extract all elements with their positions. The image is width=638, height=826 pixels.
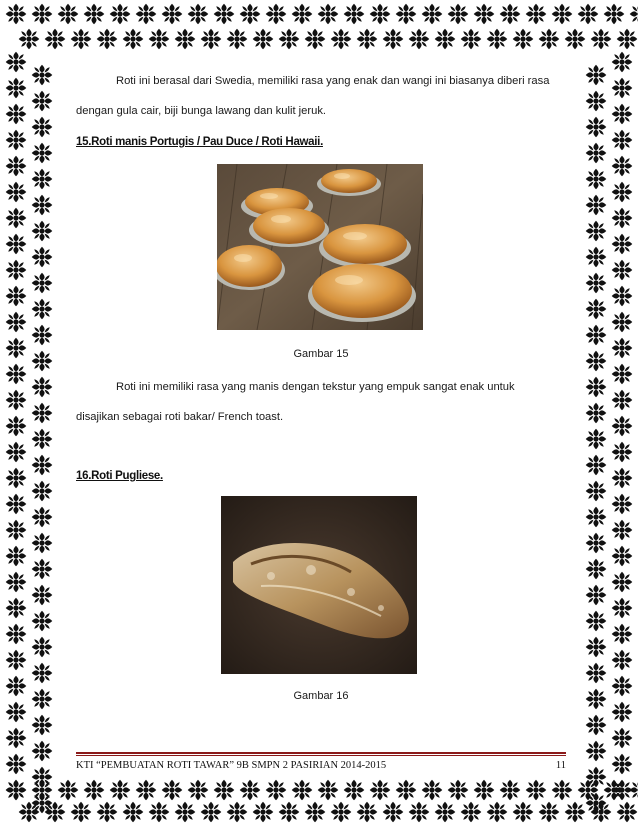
damask-ornament-icon (110, 780, 131, 801)
damask-ornament-icon (6, 598, 27, 619)
damask-ornament-icon (318, 780, 339, 801)
damask-ornament-icon (305, 29, 326, 50)
damask-ornament-icon (552, 780, 573, 801)
border-left (0, 0, 58, 826)
damask-ornament-icon (409, 802, 430, 823)
damask-ornament-icon (84, 4, 105, 25)
damask-ornament-icon (6, 546, 27, 567)
damask-ornament-icon (612, 156, 633, 177)
damask-ornament-icon (32, 221, 53, 242)
damask-ornament-icon (500, 4, 521, 25)
damask-ornament-icon (292, 780, 313, 801)
damask-ornament-icon (409, 29, 430, 50)
heading-roti-pugliese: 16.Roti Pugliese. (76, 470, 163, 482)
damask-ornament-icon (6, 234, 27, 255)
damask-ornament-icon (612, 104, 633, 125)
damask-ornament-icon (612, 442, 633, 463)
damask-ornament-icon (162, 780, 183, 801)
footer-rule (76, 752, 566, 754)
damask-ornament-icon (487, 29, 508, 50)
damask-ornament-icon (586, 221, 607, 242)
damask-ornament-icon (6, 624, 27, 645)
paragraph-swedish-line2: dengan gula cair, biji bunga lawang dan kulit jeruk. (76, 105, 327, 117)
damask-ornament-icon (586, 741, 607, 762)
damask-ornament-icon (344, 4, 365, 25)
damask-ornament-icon (612, 572, 633, 593)
damask-ornament-icon (586, 663, 607, 684)
damask-ornament-icon (552, 4, 573, 25)
damask-ornament-icon (253, 29, 274, 50)
damask-ornament-icon (586, 325, 607, 346)
damask-ornament-icon (149, 29, 170, 50)
damask-ornament-icon (612, 702, 633, 723)
damask-ornament-icon (6, 286, 27, 307)
border-right (582, 0, 638, 826)
damask-ornament-icon (612, 130, 633, 151)
damask-ornament-icon (474, 4, 495, 25)
damask-ornament-icon (612, 286, 633, 307)
damask-ornament-icon (586, 247, 607, 268)
damask-ornament-icon (612, 312, 633, 333)
damask-ornament-icon (435, 29, 456, 50)
damask-ornament-icon (32, 325, 53, 346)
damask-ornament-icon (461, 802, 482, 823)
damask-ornament-icon (32, 273, 53, 294)
damask-ornament-icon (422, 780, 443, 801)
damask-ornament-icon (0, 778, 638, 826)
damask-ornament-icon (435, 802, 456, 823)
damask-ornament-icon (474, 780, 495, 801)
damask-ornament-icon (612, 520, 633, 541)
damask-ornament-icon (357, 802, 378, 823)
damask-ornament-icon (227, 802, 248, 823)
damask-ornament-icon (6, 728, 27, 749)
damask-ornament-icon (586, 299, 607, 320)
damask-ornament-icon (586, 481, 607, 502)
footer-rule-thin (76, 755, 566, 756)
damask-ornament-icon (612, 390, 633, 411)
damask-ornament-icon (6, 312, 27, 333)
damask-ornament-icon (136, 780, 157, 801)
paragraph-portugis-line1: Roti ini memiliki rasa yang manis dengan tekstur yang empuk sangat enak untuk (116, 381, 515, 393)
damask-ornament-icon (612, 754, 633, 775)
damask-ornament-icon (6, 78, 27, 99)
damask-ornament-icon (279, 802, 300, 823)
damask-ornament-icon (586, 585, 607, 606)
damask-ornament-icon (201, 29, 222, 50)
damask-ornament-icon (396, 4, 417, 25)
damask-ornament-icon (331, 29, 352, 50)
caption-gambar-16: Gambar 16 (293, 690, 349, 702)
damask-ornament-icon (6, 260, 27, 281)
damask-ornament-icon (586, 715, 607, 736)
damask-ornament-icon (612, 546, 633, 567)
damask-ornament-icon (612, 598, 633, 619)
damask-ornament-icon (612, 52, 633, 73)
damask-ornament-icon (6, 182, 27, 203)
damask-ornament-icon (383, 29, 404, 50)
damask-ornament-icon (32, 377, 53, 398)
damask-ornament-icon (32, 351, 53, 372)
damask-ornament-icon (586, 767, 607, 788)
damask-ornament-icon (513, 29, 534, 50)
damask-ornament-icon (32, 741, 53, 762)
damask-ornament-icon (586, 377, 607, 398)
damask-ornament-icon (586, 507, 607, 528)
damask-ornament-icon (175, 802, 196, 823)
damask-ornament-icon (370, 780, 391, 801)
damask-ornament-icon (6, 130, 27, 151)
damask-ornament-icon (6, 104, 27, 125)
damask-ornament-icon (612, 182, 633, 203)
damask-ornament-icon (586, 455, 607, 476)
damask-ornament-icon (586, 793, 607, 814)
damask-ornament-icon (188, 4, 209, 25)
damask-ornament-icon (188, 780, 209, 801)
damask-ornament-icon (0, 0, 58, 826)
damask-ornament-icon (32, 689, 53, 710)
damask-ornament-icon (32, 195, 53, 216)
damask-ornament-icon (149, 802, 170, 823)
damask-ornament-icon (344, 780, 365, 801)
damask-ornament-icon (32, 611, 53, 632)
page-number: 11 (555, 760, 566, 771)
damask-ornament-icon (586, 65, 607, 86)
damask-ornament-icon (6, 520, 27, 541)
damask-ornament-icon (612, 416, 633, 437)
damask-ornament-icon (6, 52, 27, 73)
page-content (76, 60, 566, 760)
damask-ornament-icon (32, 455, 53, 476)
damask-ornament-icon (612, 494, 633, 515)
damask-ornament-icon (612, 624, 633, 645)
damask-ornament-icon (32, 793, 53, 814)
damask-ornament-icon (32, 429, 53, 450)
damask-ornament-icon (240, 4, 261, 25)
damask-ornament-icon (110, 4, 131, 25)
damask-ornament-icon (448, 780, 469, 801)
damask-ornament-icon (448, 4, 469, 25)
footer-title: KTI “PEMBUATAN ROTI TAWAR” 9B SMPN 2 PASIRIAN 2014-2015 (76, 760, 387, 771)
damask-ornament-icon (586, 117, 607, 138)
damask-ornament-icon (586, 689, 607, 710)
damask-ornament-icon (586, 273, 607, 294)
damask-ornament-icon (175, 29, 196, 50)
damask-ornament-icon (582, 0, 638, 826)
heading-roti-portugis: 15.Roti manis Portugis / Pau Duce / Roti Hawaii. (76, 136, 323, 148)
damask-ornament-icon (32, 481, 53, 502)
damask-ornament-icon (240, 780, 261, 801)
damask-ornament-icon (279, 29, 300, 50)
damask-ornament-icon (612, 650, 633, 671)
damask-ornament-icon (32, 143, 53, 164)
damask-ornament-icon (32, 403, 53, 424)
damask-ornament-icon (6, 650, 27, 671)
damask-ornament-icon (32, 663, 53, 684)
damask-ornament-icon (318, 4, 339, 25)
damask-ornament-icon (6, 156, 27, 177)
damask-ornament-icon (539, 29, 560, 50)
damask-ornament-icon (84, 780, 105, 801)
damask-ornament-icon (357, 29, 378, 50)
damask-ornament-icon (32, 559, 53, 580)
damask-ornament-icon (201, 802, 222, 823)
damask-ornament-icon (123, 802, 144, 823)
damask-ornament-icon (292, 4, 313, 25)
damask-ornament-icon (612, 676, 633, 697)
paragraph-swedish-line1: Roti ini berasal dari Swedia, memiliki rasa yang enak dan wangi ini biasanya diberi rasa (116, 75, 550, 87)
border-bottom (0, 778, 638, 826)
damask-ornament-icon (539, 802, 560, 823)
damask-ornament-icon (32, 247, 53, 268)
damask-ornament-icon (58, 780, 79, 801)
damask-ornament-icon (305, 802, 326, 823)
damask-ornament-icon (6, 416, 27, 437)
damask-ornament-icon (32, 117, 53, 138)
damask-ornament-icon (6, 390, 27, 411)
damask-ornament-icon (526, 780, 547, 801)
damask-ornament-icon (586, 403, 607, 424)
damask-ornament-icon (266, 4, 287, 25)
damask-ornament-icon (6, 468, 27, 489)
damask-ornament-icon (227, 29, 248, 50)
damask-ornament-icon (6, 338, 27, 359)
damask-ornament-icon (6, 754, 27, 775)
damask-ornament-icon (266, 780, 287, 801)
damask-ornament-icon (123, 29, 144, 50)
damask-ornament-icon (586, 559, 607, 580)
damask-ornament-icon (6, 702, 27, 723)
damask-ornament-icon (396, 780, 417, 801)
damask-ornament-icon (487, 802, 508, 823)
damask-ornament-icon (6, 494, 27, 515)
damask-ornament-icon (214, 4, 235, 25)
damask-ornament-icon (612, 234, 633, 255)
damask-ornament-icon (612, 364, 633, 385)
damask-ornament-icon (612, 728, 633, 749)
damask-ornament-icon (612, 260, 633, 281)
damask-ornament-icon (162, 4, 183, 25)
damask-ornament-icon (612, 78, 633, 99)
damask-ornament-icon (6, 676, 27, 697)
damask-ornament-icon (586, 351, 607, 372)
damask-ornament-icon (136, 4, 157, 25)
damask-ornament-icon (513, 802, 534, 823)
damask-ornament-icon (6, 780, 27, 801)
damask-ornament-icon (71, 802, 92, 823)
damask-ornament-icon (526, 4, 547, 25)
damask-ornament-icon (214, 780, 235, 801)
damask-ornament-icon (612, 780, 633, 801)
damask-ornament-icon (71, 29, 92, 50)
damask-ornament-icon (32, 507, 53, 528)
damask-ornament-icon (58, 4, 79, 25)
damask-ornament-icon (32, 533, 53, 554)
damask-ornament-icon (612, 338, 633, 359)
caption-gambar-15: Gambar 15 (293, 348, 349, 360)
damask-ornament-icon (586, 611, 607, 632)
damask-ornament-icon (32, 299, 53, 320)
damask-ornament-icon (32, 715, 53, 736)
damask-ornament-icon (586, 91, 607, 112)
damask-ornament-icon (586, 195, 607, 216)
damask-ornament-icon (32, 91, 53, 112)
damask-ornament-icon (422, 4, 443, 25)
damask-ornament-icon (586, 143, 607, 164)
page-footer (76, 760, 566, 771)
damask-ornament-icon (586, 533, 607, 554)
damask-ornament-icon (586, 637, 607, 658)
damask-ornament-icon (6, 208, 27, 229)
damask-ornament-icon (32, 585, 53, 606)
damask-ornament-icon (370, 4, 391, 25)
damask-ornament-icon (612, 468, 633, 489)
damask-ornament-icon (97, 29, 118, 50)
damask-ornament-icon (32, 767, 53, 788)
damask-ornament-icon (331, 802, 352, 823)
damask-ornament-icon (612, 208, 633, 229)
damask-ornament-icon (6, 364, 27, 385)
damask-ornament-icon (32, 169, 53, 190)
damask-ornament-icon (32, 637, 53, 658)
damask-ornament-icon (32, 65, 53, 86)
damask-ornament-icon (6, 442, 27, 463)
damask-ornament-icon (97, 802, 118, 823)
damask-ornament-icon (383, 802, 404, 823)
damask-ornament-icon (461, 29, 482, 50)
photo-pugliese-bread (221, 496, 417, 674)
damask-ornament-icon (6, 572, 27, 593)
photo-portuguese-sweet-bread (217, 164, 423, 330)
damask-ornament-icon (586, 169, 607, 190)
damask-ornament-icon (500, 780, 521, 801)
border-top (0, 0, 638, 54)
damask-ornament-icon (586, 429, 607, 450)
paragraph-portugis-line2: disajikan sebagai roti bakar/ French toast. (76, 411, 284, 423)
damask-ornament-icon (253, 802, 274, 823)
damask-ornament-icon (0, 0, 638, 54)
